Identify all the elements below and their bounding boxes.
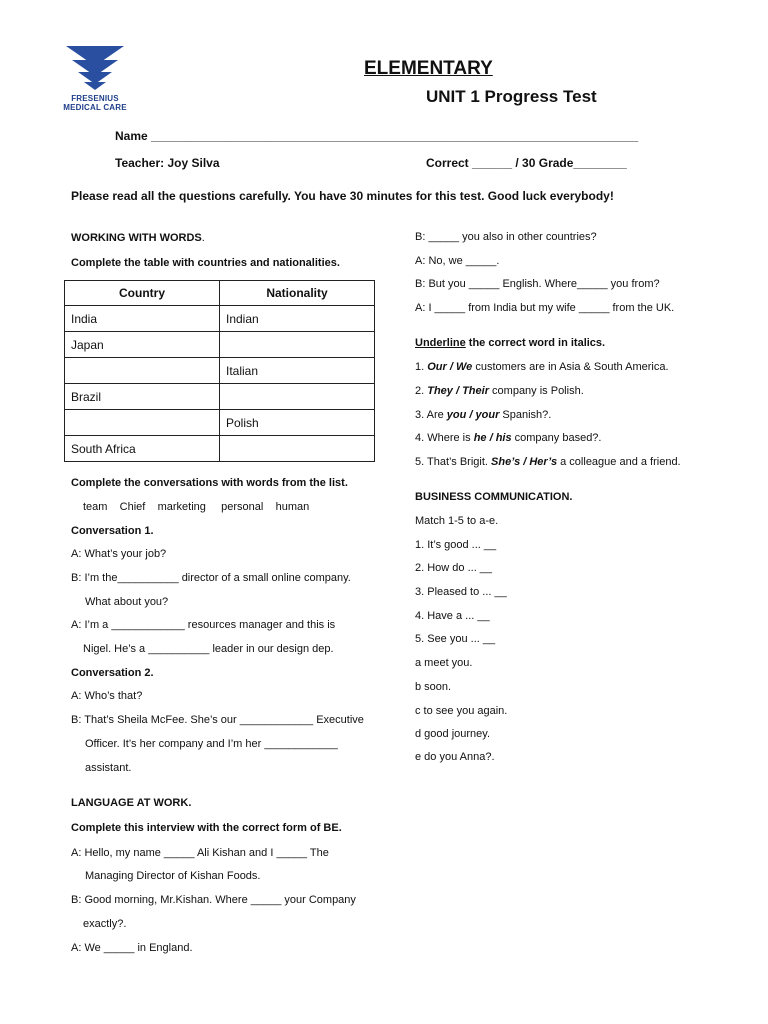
table-instruction: Complete the table with countries and nationalities. [71, 257, 340, 269]
table-row [65, 332, 375, 358]
interview-line: A: Hello, my name _____ Ali Kishan and I _____ The [71, 847, 329, 859]
interview-line: B: Good morning, Mr.Kishan. Where _____ your Company [71, 894, 356, 906]
conversation-1-title: Conversation 1. [71, 525, 154, 537]
logo-text [62, 94, 128, 112]
score-line: Correct ______ / 30 Grade________ [426, 156, 627, 170]
conv2-line: assistant. [85, 762, 132, 774]
item-prefix: 5. That’s Brigit. [415, 456, 492, 468]
table-header-country: Country [65, 281, 220, 306]
match-item: 4. Have a ... __ [415, 610, 490, 622]
page-subtitle: UNIT 1 Progress Test [426, 87, 597, 106]
dialogue-line: B: _____ you also in other countries? [415, 231, 597, 243]
match-item: 3. Pleased to ... __ [415, 586, 507, 598]
table-cell[interactable] [65, 410, 220, 436]
match-item: 5. See you ... __ [415, 633, 496, 645]
conversations-instruction: Complete the conversations with words from the list. [71, 477, 348, 489]
table-cell[interactable]: South Africa [65, 436, 220, 462]
table-header-row [65, 281, 375, 306]
item-choice[interactable]: he / his [473, 432, 512, 444]
conv2-line: A: Who’s that? [71, 690, 143, 702]
item-choice[interactable]: They / Their [427, 385, 489, 397]
match-option: e do you Anna?. [415, 751, 495, 763]
conversation-2-title: Conversation 2. [71, 667, 154, 679]
business-instruction: Match 1-5 to a-e. [415, 515, 499, 527]
table-cell[interactable] [220, 436, 375, 462]
match-item: 1. It’s good ... __ [415, 539, 497, 551]
table-row [65, 436, 375, 462]
underline-item [415, 456, 681, 468]
name-line: Name _________________________________________________________________________ [115, 129, 639, 143]
conv2-line: B: That’s Sheila McFee. She’s our ____________ Executive [71, 714, 364, 726]
table-cell[interactable]: Polish [220, 410, 375, 436]
conv1-line: Nigel. He’s a __________ leader in our design dep. [83, 643, 334, 655]
business-heading: BUSINESS COMMUNICATION. [415, 491, 573, 503]
match-item: 2. How do ... __ [415, 562, 493, 574]
underline-heading-u: Underline [415, 337, 466, 349]
table-row [65, 306, 375, 332]
match-option: a meet you. [415, 657, 473, 669]
table-cell[interactable] [65, 358, 220, 384]
table-row [65, 384, 375, 410]
word-list: team Chief marketing personal human [83, 501, 310, 513]
item-prefix: 4. Where is [415, 432, 474, 444]
item-choice[interactable]: Our / We [427, 361, 473, 373]
match-option: d good journey. [415, 728, 491, 740]
words-heading [71, 232, 205, 244]
item-prefix: 1. [415, 361, 428, 373]
instructions: Please read all the questions carefully. You have 30 minutes for this test. Good luck everybody! [71, 189, 614, 203]
table-cell[interactable]: Brazil [65, 384, 220, 410]
interview-line: Managing Director of Kishan Foods. [85, 870, 261, 882]
dialogue-line: A: No, we _____. [415, 255, 500, 267]
table-cell[interactable]: Italian [220, 358, 375, 384]
conv1-line: A: I’m a ____________ resources manager and this is [71, 619, 336, 631]
conv1-line: What about you? [85, 596, 169, 608]
item-suffix: customers are in Asia & South America. [472, 361, 669, 373]
words-heading-dot: . [201, 232, 205, 244]
language-instruction: Complete this interview with the correct form of BE. [71, 822, 342, 834]
table-cell[interactable]: Indian [220, 306, 375, 332]
item-prefix: 2. [415, 385, 428, 397]
language-heading: LANGUAGE AT WORK. [71, 797, 192, 809]
interview-line: exactly?. [83, 918, 127, 930]
item-suffix: a colleague and a friend. [557, 456, 681, 468]
dialogue-line: B: But you _____ English. Where_____ you from? [415, 278, 660, 290]
teacher-label: Teacher: Joy Silva [115, 156, 220, 170]
words-heading-text: WORKING WITH WORDS [71, 232, 202, 244]
page-title: ELEMENTARY [364, 58, 493, 79]
conv2-line: Officer. It’s her company and I’m her ____________ [85, 738, 338, 750]
underline-item [415, 361, 669, 373]
conv1-line: A: What’s your job? [71, 548, 167, 560]
underline-item [415, 385, 584, 397]
conv1-line: B: I’m the__________ director of a small online company. [71, 572, 351, 584]
underline-heading [415, 337, 605, 349]
item-suffix: Spanish?. [499, 409, 552, 421]
underline-item [415, 432, 601, 444]
item-choice[interactable]: She’s / Her’s [491, 456, 558, 468]
item-suffix: company based?. [511, 432, 602, 444]
table-cell[interactable] [220, 332, 375, 358]
logo-text-line2: MEDICAL CARE [63, 103, 127, 112]
match-option: b soon. [415, 681, 452, 693]
table-cell[interactable]: Japan [65, 332, 220, 358]
table-header-nationality: Nationality [220, 281, 375, 306]
item-prefix: 3. Are [415, 409, 447, 421]
table-cell[interactable] [220, 384, 375, 410]
table-row [65, 358, 375, 384]
underline-heading-rest: the correct word in italics. [465, 337, 606, 349]
table-cell[interactable]: India [65, 306, 220, 332]
interview-line: A: We _____ in England. [71, 942, 193, 954]
dialogue-line: A: I _____ from India but my wife _____ from the UK. [415, 302, 675, 314]
match-option: c to see you again. [415, 705, 508, 717]
underline-item [415, 409, 551, 421]
table-row [65, 410, 375, 436]
logo-text-line1: FRESENIUS [71, 94, 119, 103]
item-suffix: company is Polish. [488, 385, 584, 397]
countries-table [64, 280, 375, 462]
item-choice[interactable]: you / your [446, 409, 500, 421]
